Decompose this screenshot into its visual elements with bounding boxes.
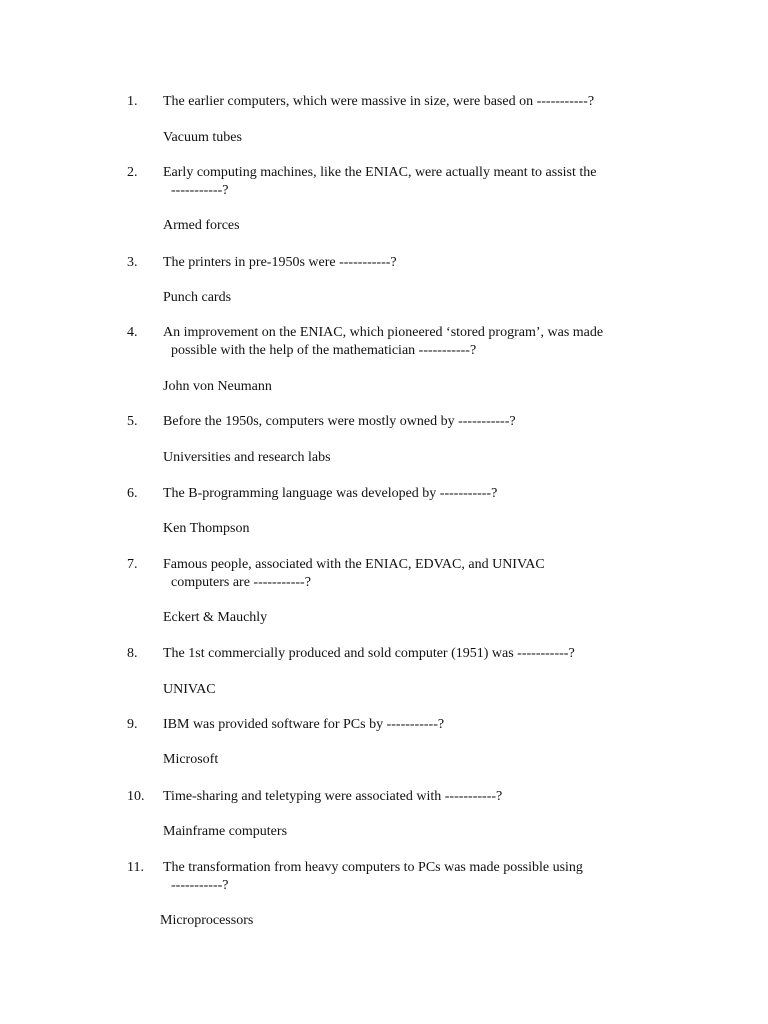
- answer-text: Mainframe computers: [163, 824, 288, 839]
- answer-text: Armed forces: [163, 218, 240, 233]
- question-text: [163, 645, 663, 663]
- question-number: 2.: [127, 165, 138, 180]
- question-line-continued: computers are -----------?: [171, 575, 311, 590]
- question-number: 7.: [127, 557, 138, 572]
- question-line: Famous people, associated with the ENIAC, EDVAC, and UNIVAC: [163, 557, 545, 572]
- question-text: [163, 859, 663, 895]
- question-text: [163, 788, 663, 806]
- question-number: 5.: [127, 414, 138, 429]
- question-text: [163, 413, 663, 431]
- question-text: [163, 485, 663, 503]
- question-line: The B-programming language was developed by -----------?: [163, 486, 498, 501]
- answer-text: Microprocessors: [160, 913, 254, 928]
- question-line-continued: possible with the help of the mathematician -----------?: [171, 343, 477, 358]
- question-number: 11.: [127, 860, 144, 875]
- question-line-continued: -----------?: [171, 183, 229, 198]
- answer-text: Microsoft: [163, 752, 219, 767]
- question-number: 6.: [127, 486, 138, 501]
- question-text: [163, 324, 663, 360]
- answer-text: UNIVAC: [163, 682, 216, 697]
- question-line: An improvement on the ENIAC, which pioneered ‘stored program’, was made: [163, 325, 604, 340]
- answer-text: Eckert & Mauchly: [163, 610, 268, 625]
- question-line: The 1st commercially produced and sold computer (1951) was -----------?: [163, 646, 575, 661]
- question-text: [163, 556, 663, 592]
- question-line: The transformation from heavy computers to PCs was made possible using: [163, 860, 583, 875]
- question-line: Early computing machines, like the ENIAC, were actually meant to assist the: [163, 165, 597, 180]
- question-line: The earlier computers, which were massive in size, were based on -----------?: [163, 94, 595, 109]
- question-text: [163, 93, 663, 111]
- question-line: IBM was provided software for PCs by -----------?: [163, 717, 445, 732]
- answer-text: Universities and research labs: [163, 450, 331, 465]
- question-text: [163, 164, 663, 200]
- question-number: 9.: [127, 717, 138, 732]
- question-text: [163, 716, 663, 734]
- question-line: Before the 1950s, computers were mostly owned by -----------?: [163, 414, 516, 429]
- answer-text: Ken Thompson: [163, 521, 250, 536]
- question-number: 8.: [127, 646, 138, 661]
- question-number: 1.: [127, 94, 138, 109]
- question-line: The printers in pre-1950s were -----------?: [163, 255, 397, 270]
- answer-text: Vacuum tubes: [163, 130, 242, 145]
- question-line-continued: -----------?: [171, 878, 229, 893]
- question-text: [163, 254, 663, 272]
- question-number: 3.: [127, 255, 138, 270]
- question-number: 10.: [127, 789, 145, 804]
- question-number: 4.: [127, 325, 138, 340]
- question-line: Time-sharing and teletyping were associated with -----------?: [163, 789, 503, 804]
- answer-text: John von Neumann: [163, 379, 272, 394]
- answer-text: Punch cards: [163, 290, 232, 305]
